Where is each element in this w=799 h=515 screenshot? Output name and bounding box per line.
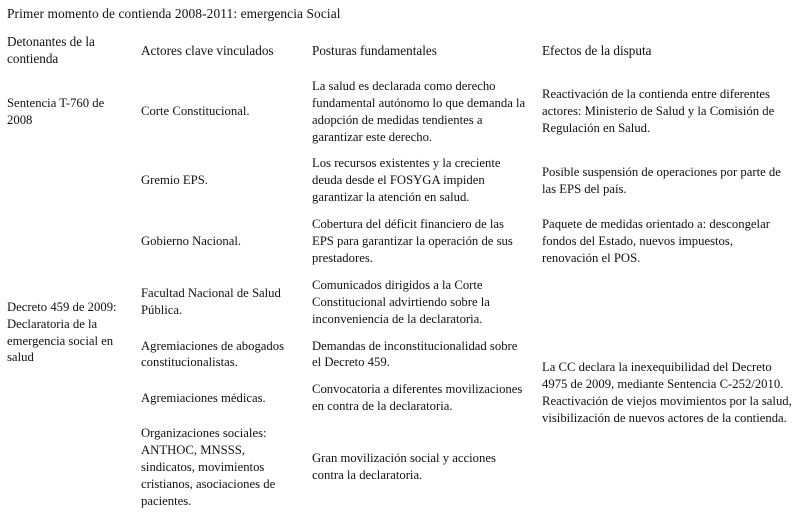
header-efectos: Efectos de la disputa [542,42,652,58]
table-header-row [0,28,799,73]
header-posturas: Posturas fundamentales [312,42,437,58]
cell-postura: Convocatoria a diferentes movilizaciones en contra de la declaratoria. [312,382,523,414]
cell-postura: Comunicados dirigidos a la Corte Constitucional advirtiendo sobre la inconveniencia de la declaratoria. [312,277,490,326]
cell-detonante-decreto: Decreto 459 de 2009: Declaratoria de la emergencia social en salud [7,299,117,365]
table-row [0,150,799,211]
header-detonantes: Detonantes de la contienda [7,33,95,67]
cell-actor: Gremio EPS. [141,173,208,188]
table-title: Primer momento de contienda 2008-2011: emergencia Social [7,6,341,21]
cell-efecto: Paquete de medidas orientado a: descongelar fondos del Estado, nuevos impuestos, renovación el POS. [542,217,770,265]
table-title-row [0,0,799,28]
cell-postura: Los recursos existentes y la creciente deuda desde el FOSYGA impiden garantizar la atención en salud. [312,156,501,205]
cell-postura: Demandas de inconstitucionalidad sobre el Decreto 459. [312,338,518,370]
cell-actor: Organizaciones sociales: ANTHOC, MNSSS, sindicatos, movimientos cristianos, asociaciones de pacientes. [141,426,276,508]
cell-efecto: Posible suspensión de operaciones por parte de las EPS del país. [542,164,781,196]
cell-actor: Facultad Nacional de Salud Pública. [141,286,281,318]
cell-actor: Agremiaciones médicas. [141,390,266,405]
cell-postura: Gran movilización social y acciones contra la declaratoria. [312,451,496,483]
cell-postura: Cobertura del déficit financiero de las EPS para garantizar la operación de sus prestadores. [312,217,513,265]
header-actores: Actores clave vinculados [141,42,274,58]
cell-actor: Agremiaciones de abogados constitucionalistas. [141,338,285,370]
cell-detonante-sentencia: Sentencia T-760 de 2008 [7,95,105,127]
cell-actor: Gobierno Nacional. [141,234,242,249]
cell-postura: La salud es declarada como derecho fundamental autónomo lo que demanda la adopción de medidas tendientes a garantizar este derecho. [312,78,526,144]
table-row [0,73,799,151]
cell-actor: Corte Constitucional. [141,104,250,119]
cell-efecto-merged: La CC declara la inexequibilidad del Decreto 4975 de 2009, mediante Sentencia C-252/2010. Reactivación de viejos movimientos por la salud, visibilización de nuevos actores de la contienda. [542,360,792,426]
cell-efecto: Reactivación de la contienda entre diferentes actores: Ministerio de Salud y la Comisión de Regulación en Salud. [542,87,775,136]
